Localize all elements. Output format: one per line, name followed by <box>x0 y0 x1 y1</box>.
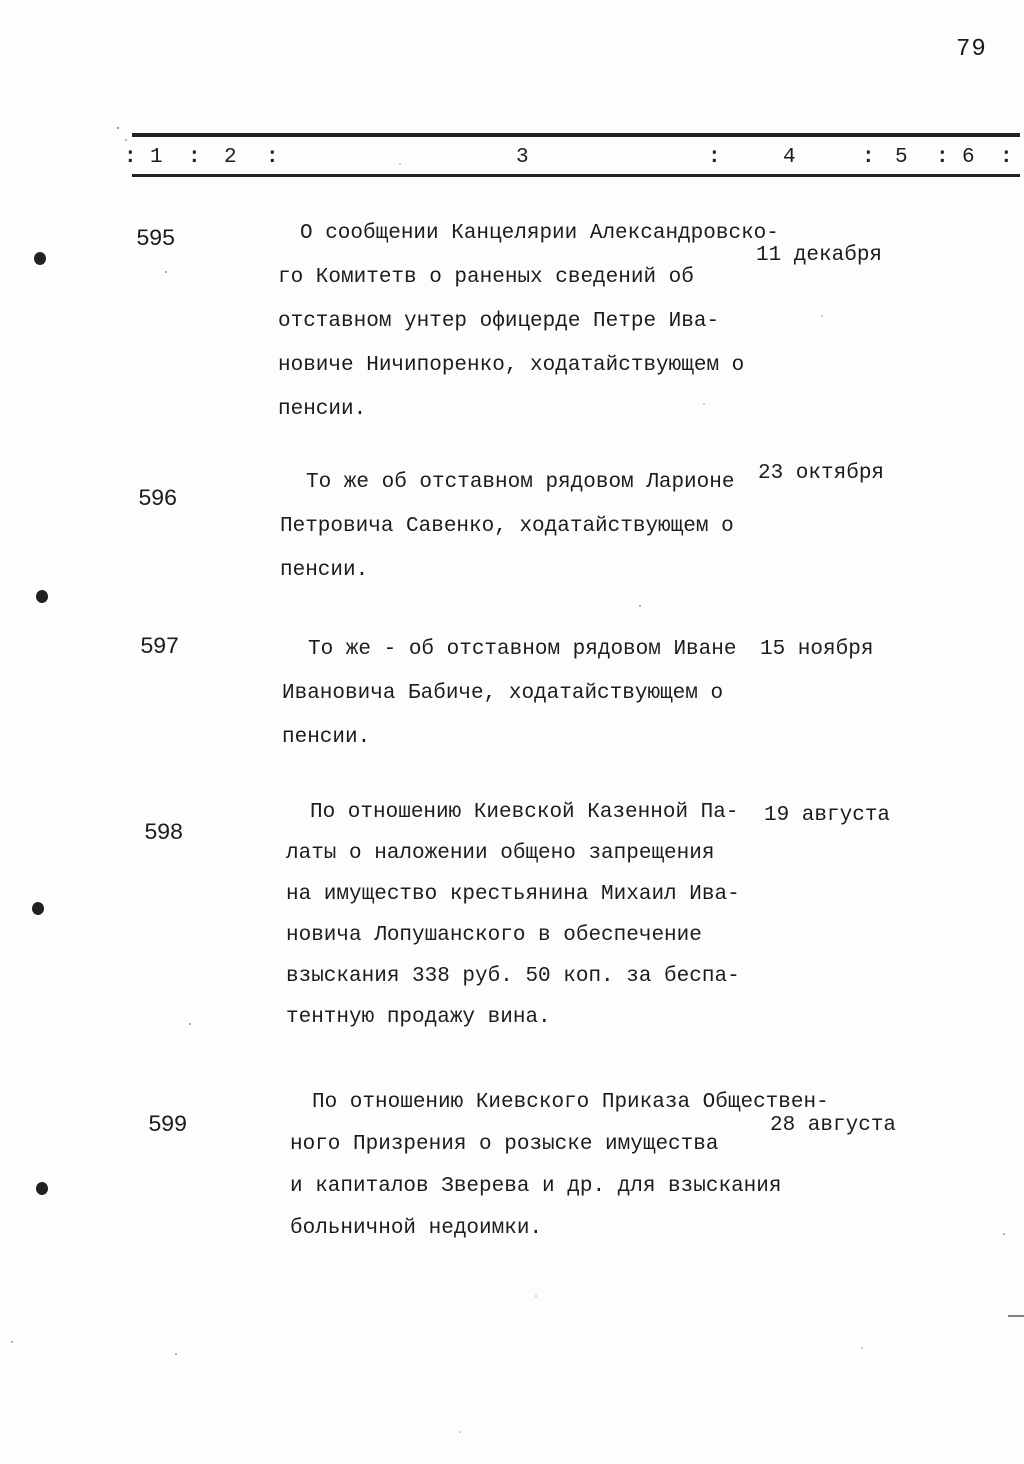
text-line: По отношению Киевского Приказа Обществен- <box>312 1091 829 1114</box>
entry-date: 23 октября <box>758 462 885 485</box>
column-1-header: 1 <box>150 146 163 169</box>
table-header-top-rule <box>132 133 1020 137</box>
entry-number: 595 <box>136 226 175 252</box>
column-separator: : <box>1000 146 1013 169</box>
column-2-header: 2 <box>224 146 237 169</box>
text-line: больничной недоимки. <box>290 1217 543 1240</box>
text-line: взыскания 338 руб. 50 коп. за беспа- <box>286 965 740 988</box>
column-separator: : <box>936 146 949 169</box>
column-separator: : <box>124 146 137 169</box>
text-line: тентную продажу вина. <box>286 1006 551 1029</box>
text-line: на имущество крестьянина Михаил Ива- <box>286 883 740 906</box>
column-6-header: 6 <box>962 146 975 169</box>
binder-hole-mark <box>34 252 46 265</box>
entry-description <box>278 212 779 432</box>
text-line: пенсии. <box>282 726 371 749</box>
column-4-header: 4 <box>783 146 796 169</box>
text-line: То же - об отставном рядовом Иване <box>308 638 737 661</box>
column-separator: : <box>266 146 279 169</box>
text-line: пенсии. <box>280 559 369 582</box>
text-line: ного Призрения о розыске имущества <box>290 1133 719 1156</box>
text-line: пенсии. <box>278 398 367 421</box>
column-5-header: 5 <box>895 146 908 169</box>
entry-number: 596 <box>138 486 177 512</box>
column-separator: : <box>862 146 875 169</box>
text-line: новиче Ничипоренко, ходатайствующем о <box>278 354 745 377</box>
binder-hole-mark <box>36 590 48 603</box>
entry-number: 598 <box>144 820 183 846</box>
entry-description <box>280 461 734 593</box>
text-line: О сообщении Канцелярии Александровско- <box>300 222 779 245</box>
page-number: 79 <box>956 36 987 63</box>
text-line: Ивановича Бабиче, ходатайствующем о <box>282 682 724 705</box>
entry-date: 15 ноября <box>760 638 874 661</box>
column-separator: : <box>708 146 721 169</box>
text-line: новича Лопушанского в обеспечение <box>286 924 702 947</box>
text-line: отставном унтер офицерде Петре Ива- <box>278 310 720 333</box>
entry-description <box>282 628 736 760</box>
text-line: Петровича Савенко, ходатайствующем о <box>280 515 734 538</box>
binder-hole-mark <box>36 1182 48 1195</box>
entry-description <box>286 792 740 1038</box>
entry-description <box>290 1082 829 1250</box>
binder-hole-mark <box>32 902 44 915</box>
entry-number: 597 <box>140 634 179 660</box>
text-line: По отношению Киевской Казенной Па- <box>310 801 739 824</box>
text-line: и капиталов Зверева и др. для взыскания <box>290 1175 782 1198</box>
table-header-bottom-rule <box>132 174 1020 177</box>
column-separator: : <box>188 146 201 169</box>
column-3-header: 3 <box>516 146 529 169</box>
text-line: го Комитетв о раненых сведений об <box>278 266 694 289</box>
text-line: То же об отставном рядовом Ларионе <box>306 471 735 494</box>
entry-date: 19 августа <box>764 804 891 827</box>
entry-date: 28 августа <box>770 1114 897 1137</box>
entry-number: 599 <box>148 1112 187 1138</box>
text-line: латы о наложении общено запрещения <box>286 842 715 865</box>
entry-date: 11 декабря <box>756 244 883 267</box>
